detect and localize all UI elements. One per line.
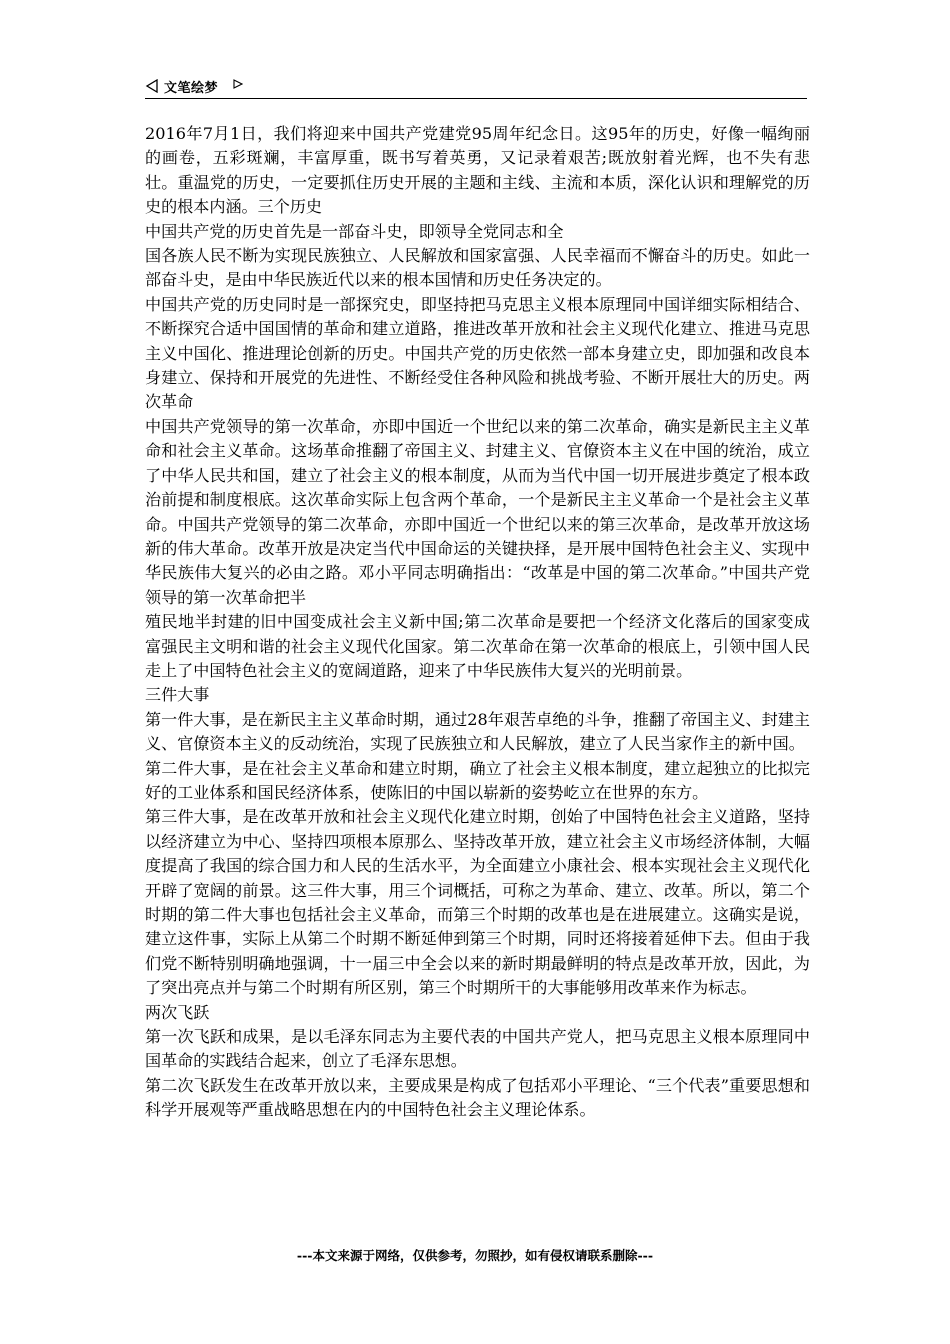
section-heading: 三件大事	[145, 685, 210, 705]
paragraph: 第二件大事，是在社会主义革命和建立时期，确立了社会主义根本制度，建立起独立的比拟完好的工业体系和国民经济体系，使陈旧的中国以崭新的姿势屹立在世界的东方。	[145, 758, 810, 802]
paragraph: 第二次飞跃发生在改革开放以来，主要成果是构成了包括邓小平理论、“三个代表”重要思想和科学开展观等严重战略思想在内的中国特色社会主义理论体系。	[145, 1075, 810, 1120]
page-footer-disclaimer: ---本文来源于网络，仅供参考，勿照抄，如有侵权请联系删除---	[296, 1248, 654, 1263]
paragraph: 第三件大事，是在改革开放和社会主义现代化建立时期，创始了中国特色社会主义道路，坚持以经济建立为中心、坚持四项根本原那么、坚持改革开放，建立社会主义市场经济体制，大幅度提高了我国的综合国力和人民的生活水平，为全面建立小康社会、根本实现社会主义现代化开辟了宽阔的前景。这三件大事，用三个词概括，可称之为革命、建立、改革。所以，第二个时期的第二件大事也包括社会主义革命，而第三个时期的改革也是在进展建立。这确实是说，建立这件事，实际上从第二个时期不断延伸到第三个时期，同时还将接着延伸下去。但由于我们党不断特别明确地强调，十一届三中全会以来的新时期最鲜明的特点是改革开放，因此，为了突出亮点并与第二个时期有所区别，第三个时期所干的大事能够用改革来作为标志。	[145, 807, 810, 998]
section-heading: 两次飞跃	[145, 1002, 210, 1022]
paragraph: 2016年7月1日，我们将迎来中国共产党建党95周年纪念日。这95年的历史，好像一幅绚丽的画卷，五彩斑斓，丰富厚重，既书写着英勇，又记录着艰苦;既放射着光辉，也不失有悲壮。重温党的历史，一定要抓住历史开展的主题和主线、主流和本质，深化认识和理解党的历史的根本内涵。三个历史	[145, 124, 810, 217]
brand-name: 文笔绘梦	[164, 81, 219, 96]
paragraph: 中国共产党的历史同时是一部探究史，即坚持把马克思主义根本原理同中国详细实际相结合、不断探究合适中国国情的革命和建立道路，推进改革开放和社会主义现代化建立、推进马克思主义中国化、推进理论创新的历史。中国共产党的历史依然一部本身建立史，即加强和改良本身建立、保持和开展党的先进性、不断经受住各种风险和挑战考验、不断开展壮大的历史。两次革命	[145, 294, 810, 412]
document-body	[145, 122, 810, 1123]
paragraph: 第一件大事，是在新民主主义革命时期，通过28年艰苦卓绝的斗争，推翻了帝国主义、封建主义、官僚资本主义的反动统治，实现了民族独立和人民解放，建立了人民当家作主的新中国。	[145, 709, 810, 754]
triangle-right-icon	[233, 78, 243, 93]
paragraph: 殖民地半封建的旧中国变成社会主义新中国;第二次革命是要把一个经济文化落后的国家变成富强民主文明和谐的社会主义现代化国家。第二次革命在第一次革命的根底上，引领中国人民走上了中国特色社会主义的宽阔道路，迎来了中华民族伟大复兴的光明前景。	[145, 612, 810, 680]
page-header	[145, 76, 807, 99]
paragraph: 国各族人民不断为实现民族独立、人民解放和国家富强、人民幸福而不懈奋斗的历史。如此一部奋斗史，是由中华民族近代以来的根本国情和历史任务决定的。	[145, 246, 810, 290]
paragraph: 中国共产党的历史首先是一部奋斗史，即领导全党同志和全	[145, 221, 564, 241]
paragraph: 第一次飞跃和成果，是以毛泽东同志为主要代表的中国共产党人，把马克思主义根本原理同中国革命的实践结合起来，创立了毛泽东思想。	[145, 1027, 810, 1071]
triangle-left-icon	[145, 79, 159, 97]
paragraph: 中国共产党领导的第一次革命，亦即中国近一个世纪以来的第二次革命，确实是新民主主义革命和社会主义革命。这场革命推翻了帝国主义、封建主义、官僚资本主义在中国的统治，成立了中华人民共和国，建立了社会主义的根本制度，从而为当代中国一切开展进步奠定了根本政治前提和制度根底。这次革命实际上包含两个革命，一个是新民主主义革命一个是社会主义革命。中国共产党领导的第二次革命，亦即中国近一个世纪以来的第三次革命，是改革开放这场新的伟大革命。改革开放是决定当代中国命运的关键抉择，是开展中国特色社会主义、实现中华民族伟大复兴的必由之路。邓小平同志明确指出：“改革是中国的第二次革命。”中国共产党领导的第一次革命把半	[145, 416, 810, 607]
